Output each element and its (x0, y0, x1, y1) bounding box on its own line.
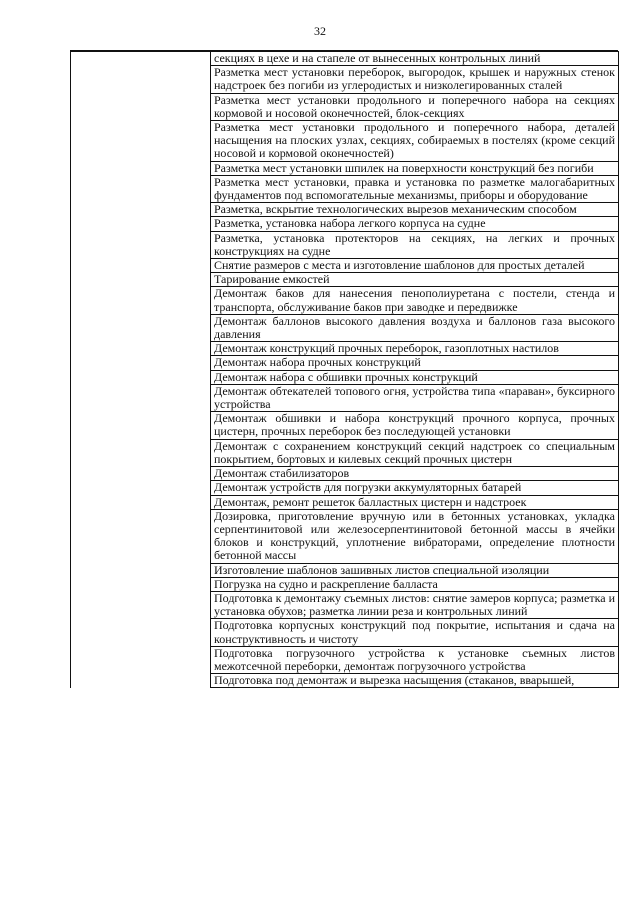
work-description-text: Разметка мест установки шпилек на поверхности конструкций без погиби (214, 160, 594, 175)
work-description-cell (211, 577, 619, 591)
work-description-text: Разметка, установка протекторов на секциях, на легких и прочных конструкциях на судне (214, 230, 615, 258)
work-description-text: Разметка мест установки, правка и установка по разметке малогабаритных фундаментов под вспомогательные механизмы, приборы и оборудование (214, 174, 615, 203)
work-description-text: Разметка, установка набора легкого корпуса на судне (214, 216, 486, 231)
work-table-grid (70, 51, 619, 688)
work-description-text: секциях в цехе и на стапеле от вынесенных контрольных линий (214, 51, 541, 65)
work-description-cell (211, 273, 619, 287)
work-description-text: Демонтаж с сохранением конструкций секций надстроек со специальным покрытием, бортовых и килевых секций прочных цистерн (214, 438, 615, 466)
work-description-cell (211, 314, 619, 341)
profession-cell (71, 52, 211, 688)
work-description-cell (211, 370, 619, 384)
work-description-text: Демонтаж обшивки и набора конструкций прочного корпуса, прочных цистерн, прочных переборок без последующей установки (214, 411, 615, 439)
work-description-text: Разметка мест установки продольного и поперечного набора, деталей насыщения на плоских узлах, секциях, собираемых в постелях (кроме секций носовой и кормовой оконечностей) (214, 120, 615, 161)
table-row (71, 52, 619, 66)
work-description-cell (211, 121, 619, 162)
work-description-text: Подготовка корпусных конструкций под покрытие, испытания и сдача на конструктивность и чистоту (214, 618, 615, 646)
work-description-text: Разметка мест установки переборок, выгородок, крышек и наружных стенок надстроек без погиби из углеродистых и низколегированных сталей (214, 65, 615, 93)
work-description-cell (211, 342, 619, 356)
work-description-cell (211, 217, 619, 231)
work-description-cell (211, 52, 619, 66)
work-description-text: Снятие размеров с места и изготовление шаблонов для простых деталей (214, 258, 585, 273)
work-description-cell (211, 412, 619, 439)
work-table (70, 50, 618, 688)
work-description-text: Демонтаж стабилизаторов (214, 466, 350, 481)
work-description-cell (211, 161, 619, 175)
work-description-text: Изготовление шаблонов зашивных листов специальной изоляции (214, 562, 550, 577)
work-description-cell (211, 591, 619, 618)
work-description-text: Демонтаж, ремонт решеток балластных цистерн и надстроек (214, 494, 527, 509)
work-description-cell (211, 287, 619, 314)
work-description-text: Разметка мест установки продольного и поперечного набора на секциях кормовой и носовой оконечностей, блок-секциях (214, 92, 615, 120)
work-description-cell (211, 175, 619, 202)
work-description-text: Дозировка, приготовление вручную или в бетонных установках, укладка серпентинитовой или железосерпентинитовой бетонной массы в ячейки блоков и конструкций, уплотнение вибраторами, определение плотности бетонной массы (214, 508, 615, 563)
work-description-text: Демонтаж баллонов высокого давления воздуха и баллонов газа высокого давления (214, 313, 615, 342)
work-description-cell (211, 495, 619, 509)
work-description-text: Демонтаж конструкций прочных переборок, газоплотных настилов (214, 341, 559, 356)
work-description-cell (211, 356, 619, 370)
work-description-cell (211, 481, 619, 495)
work-description-cell (211, 467, 619, 481)
work-description-text: Демонтаж набора прочных конструкций (214, 355, 421, 370)
work-description-text: Демонтаж обтекателей топового огня, устройства типа «параван», буксирного устройства (214, 383, 615, 412)
work-description-cell (211, 66, 619, 93)
work-description-text: Разметка, вскрытие технологических вырезов механическим способом (214, 202, 577, 217)
work-description-text: Демонтаж набора с обшивки прочных конструкций (214, 369, 478, 384)
work-description-cell (211, 439, 619, 466)
work-description-text: Погрузка на судно и раскрепление балласта (214, 576, 438, 591)
work-description-cell (211, 93, 619, 120)
work-description-cell (211, 563, 619, 577)
work-description-cell (211, 259, 619, 273)
work-description-text: Демонтаж баков для нанесения пенополиуретана с постели, стенда и транспорта, обслуживание баков при заводке и передвижке (214, 286, 615, 314)
work-description-text: Демонтаж устройств для погрузки аккумуляторных батарей (214, 480, 522, 495)
work-description-cell (211, 509, 619, 563)
work-description-text: Подготовка под демонтаж и вырезка насыщения (стаканов, вварышей, (214, 673, 575, 688)
work-description-cell (211, 646, 619, 673)
work-description-cell (211, 384, 619, 411)
work-description-cell (211, 674, 619, 688)
page-number: 32 (314, 24, 326, 38)
work-description-cell (211, 619, 619, 646)
work-description-text: Подготовка к демонтажу съемных листов: снятие замеров корпуса; разметка и установка обухов; разметка линии реза и контрольных линий (214, 590, 615, 619)
work-description-cell (211, 231, 619, 258)
work-table-body (71, 52, 619, 688)
work-description-text: Подготовка погрузочного устройства к установке съемных листов межотсечной переборки, демонтаж погрузочного устройства (214, 645, 615, 673)
work-description-cell (211, 203, 619, 217)
work-description-text: Тарирование емкостей (214, 272, 330, 287)
